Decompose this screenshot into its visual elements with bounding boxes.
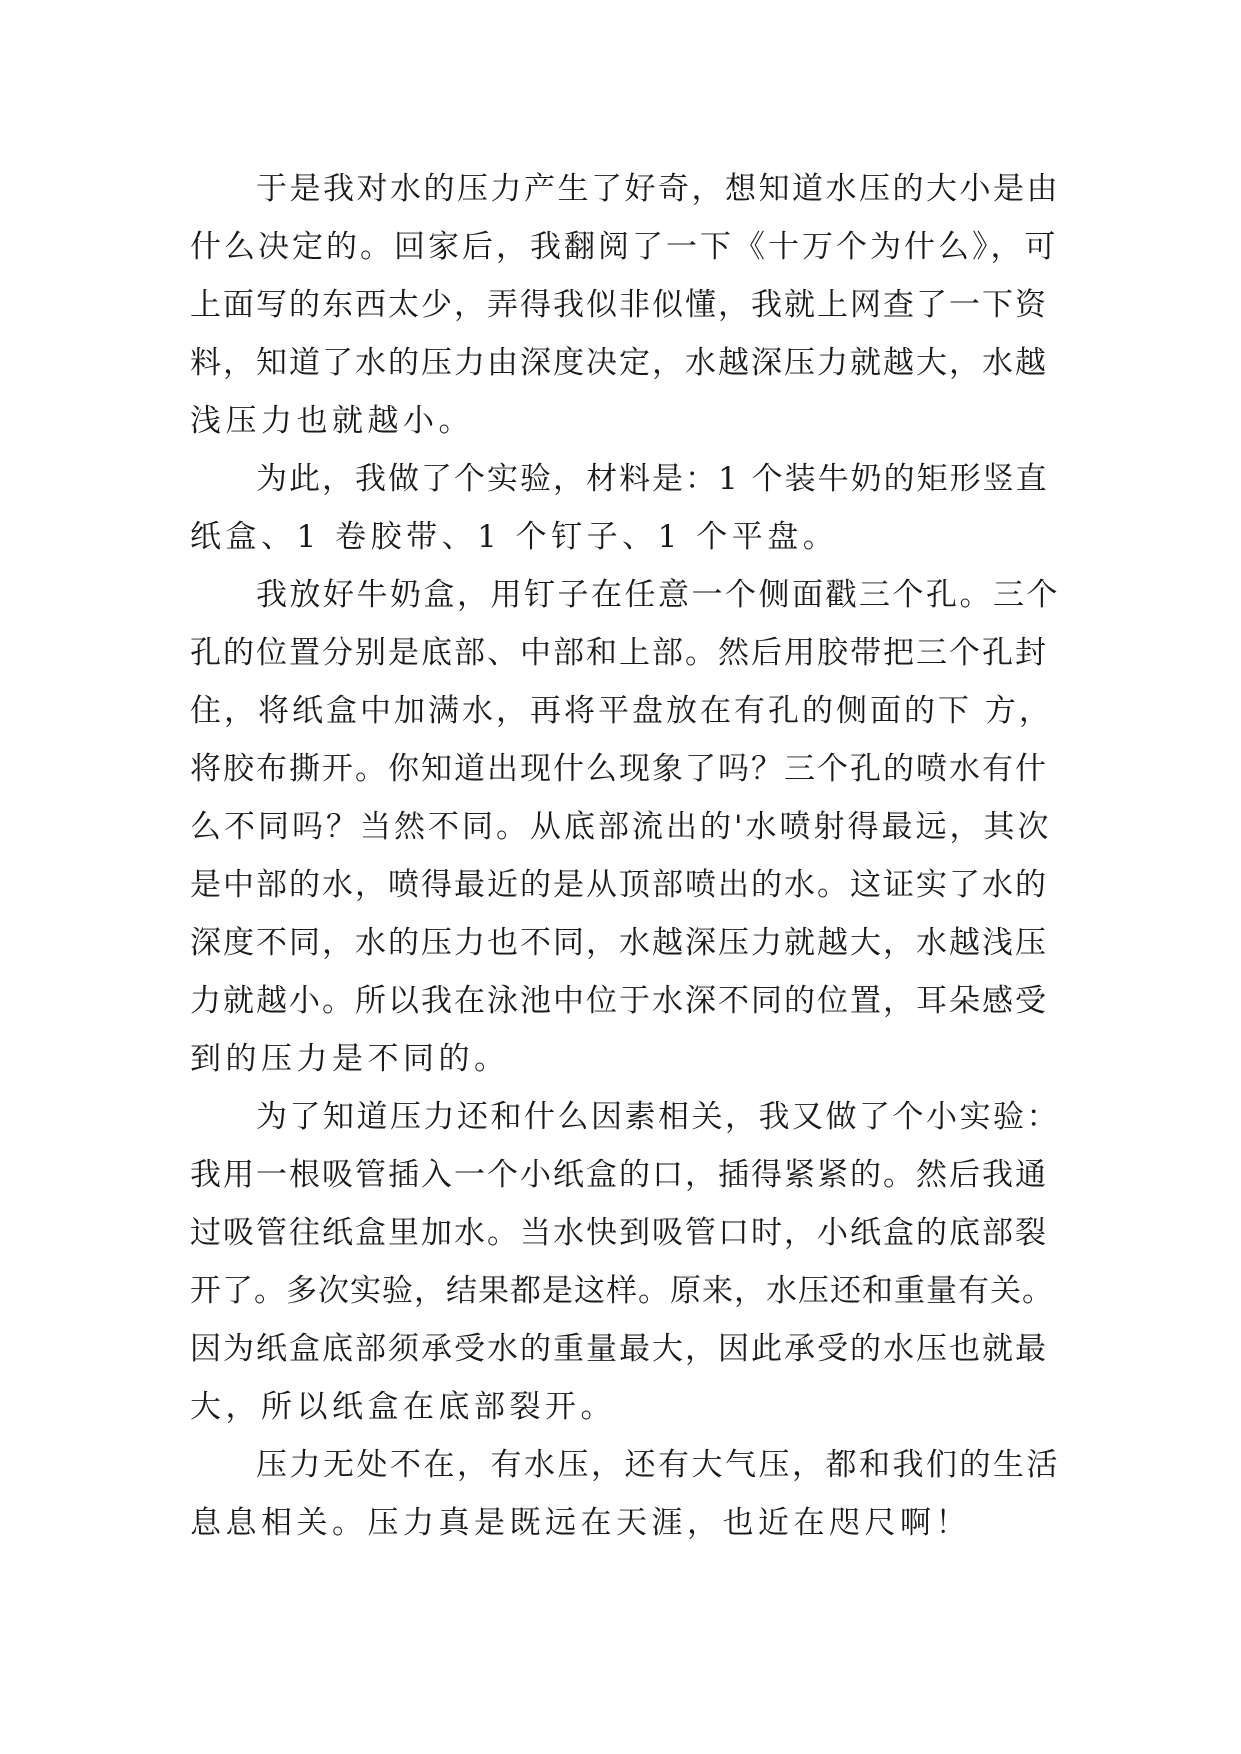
text-line: 为了知道压力还和什么因素相关，我又做了个小实验： bbox=[256, 1099, 1060, 1135]
text-line: 什么决定的。回家后，我翻阅了一下《十万个为什么》，可 bbox=[190, 229, 1059, 265]
text-line: 么不同吗？当然不同。从底部流出的'水喷射得最远，其次 bbox=[190, 809, 1052, 845]
text-line: 我用一根吸管插入一个小纸盒的口，插得紧紧的。然后我通 bbox=[190, 1157, 1048, 1193]
text-line: 到的压力是不同的。 bbox=[190, 1041, 510, 1077]
body-text bbox=[190, 160, 1060, 1552]
text-line: 过吸管往纸盒里加水。当水快到吸管口时，小纸盒的底部裂 bbox=[190, 1215, 1048, 1251]
text-line: 压力无处不在，有水压，还有大气压，都和我们的生活 bbox=[256, 1447, 1060, 1483]
text-line: 浅压力也就越小。 bbox=[190, 403, 474, 439]
text-line: 于是我对水的压力产生了好奇，想知道水压的大小是由 bbox=[256, 171, 1060, 207]
text-line: 纸盒、1 卷胶带、1 个钉子、1 个平盘。 bbox=[190, 519, 839, 555]
text-line: 是中部的水，喷得最近的是从顶部喷出的水。这证实了水的 bbox=[190, 867, 1048, 903]
text-line: 为此，我做了个实验，材料是：1 个装牛奶的矩形竖直 bbox=[256, 461, 1049, 497]
text-line: 孔的位置分别是底部、中部和上部。然后用胶带把三个孔封 bbox=[190, 635, 1048, 671]
text-line: 上面写的东西太少，弄得我似非似懂，我就上网查了一下资 bbox=[190, 287, 1048, 323]
text-line: 息息相关。压力真是既远在天涯，也近在咫尺啊！ bbox=[190, 1505, 971, 1541]
text-line: 大，所以纸盒在底部裂开。 bbox=[190, 1389, 616, 1425]
text-line: 料，知道了水的压力由深度决定，水越深压力就越大，水越 bbox=[190, 345, 1048, 381]
text-line: 将胶布撕开。你知道出现什么现象了吗？三个孔的喷水有什 bbox=[190, 751, 1048, 787]
text-line: 深度不同，水的压力也不同，水越深压力就越大，水越浅压 bbox=[190, 925, 1048, 961]
text-line: 因为纸盒底部须承受水的重量最大，因此承受的水压也就最 bbox=[190, 1331, 1048, 1367]
text-line: 开了。多次实验，结果都是这样。原来，水压还和重量有关。 bbox=[190, 1273, 1054, 1309]
text-line: 住，将纸盒中加满水，再将平盘放在有孔的侧面的下 方， bbox=[190, 693, 1053, 729]
text-line: 我放好牛奶盒，用钉子在任意一个侧面戳三个孔。三个 bbox=[256, 577, 1060, 613]
text-line: 力就越小。所以我在泳池中位于水深不同的位置，耳朵感受 bbox=[190, 983, 1048, 1019]
